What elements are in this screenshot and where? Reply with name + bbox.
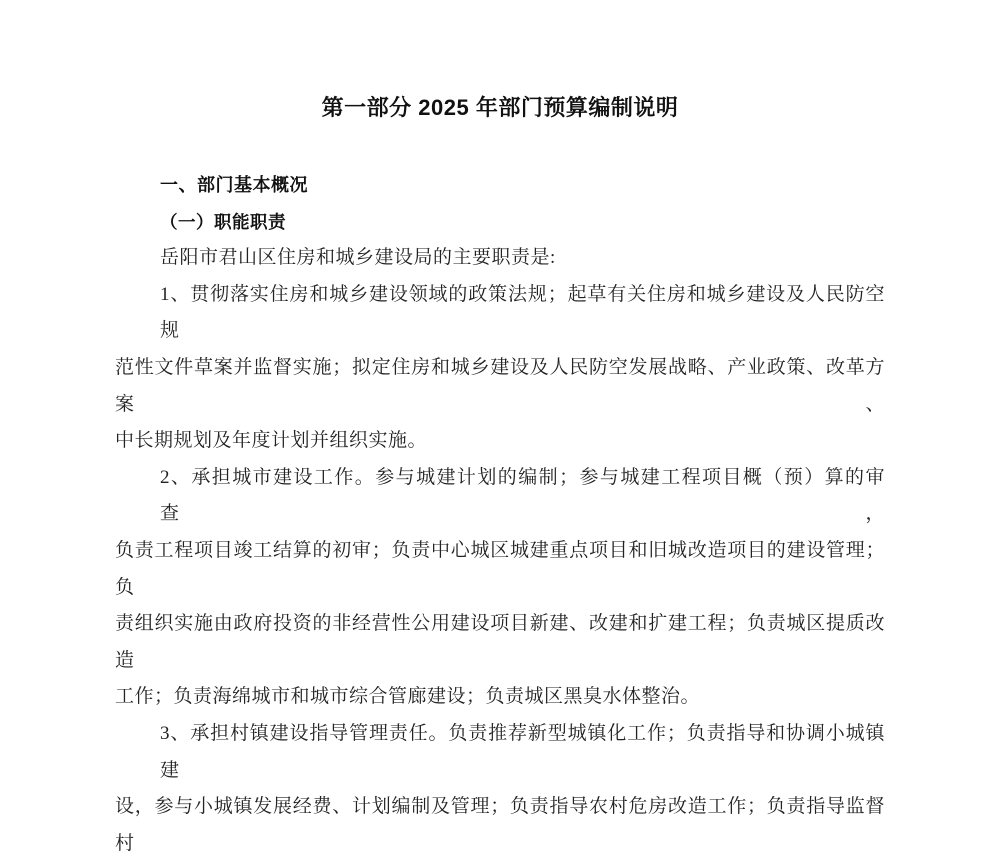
subsection-heading: （一）职能职责	[160, 211, 286, 232]
paragraph-line: 1、贯彻落实住房和城乡建设领域的政策法规；起草有关住房和城乡建设及人民防空规	[160, 283, 885, 342]
paragraph-line: 负责工程项目竣工结算的初审；负责中心城区城建重点项目和旧城改造项目的建设管理；负	[115, 539, 885, 598]
paragraph-line: 范性文件草案并监督实施；拟定住房和城乡建设及人民防空发展战略、产业政策、改革方案、	[115, 356, 885, 415]
paragraph-line: 工作；负责海绵城市和城市综合管廊建设；负责城区黑臭水体整治。	[115, 686, 701, 708]
intro-line: 岳阳市君山区住房和城乡建设局的主要职责是:	[160, 247, 556, 269]
paragraph-line: 2、承担城市建设工作。参与城建计划的编制；参与城建工程项目概（预）算的审查，	[160, 466, 885, 525]
paragraph-duties-2	[115, 460, 885, 716]
section-heading: 一、部门基本概况	[160, 175, 308, 195]
paragraph-line: 责组织实施由政府投资的非经营性公用建设项目新建、改建和扩建工程；负责城区提质改造	[115, 613, 885, 671]
paragraph-duties-1	[115, 277, 885, 460]
paragraph-line: 设，参与小城镇发展经费、计划编制及管理；负责指导农村危房改造工作；负责指导监督村	[115, 796, 885, 854]
document-body	[115, 167, 885, 862]
paragraph-line: 中长期规划及年度计划并组织实施。	[115, 430, 428, 452]
paragraph-duties-3	[115, 716, 885, 862]
document-title: 第一部分 2025 年部门预算编制说明	[321, 95, 679, 120]
paragraph-line: 3、承担村镇建设指导管理责任。负责推荐新型城镇化工作；负责指导和协调小城镇建	[160, 722, 885, 781]
